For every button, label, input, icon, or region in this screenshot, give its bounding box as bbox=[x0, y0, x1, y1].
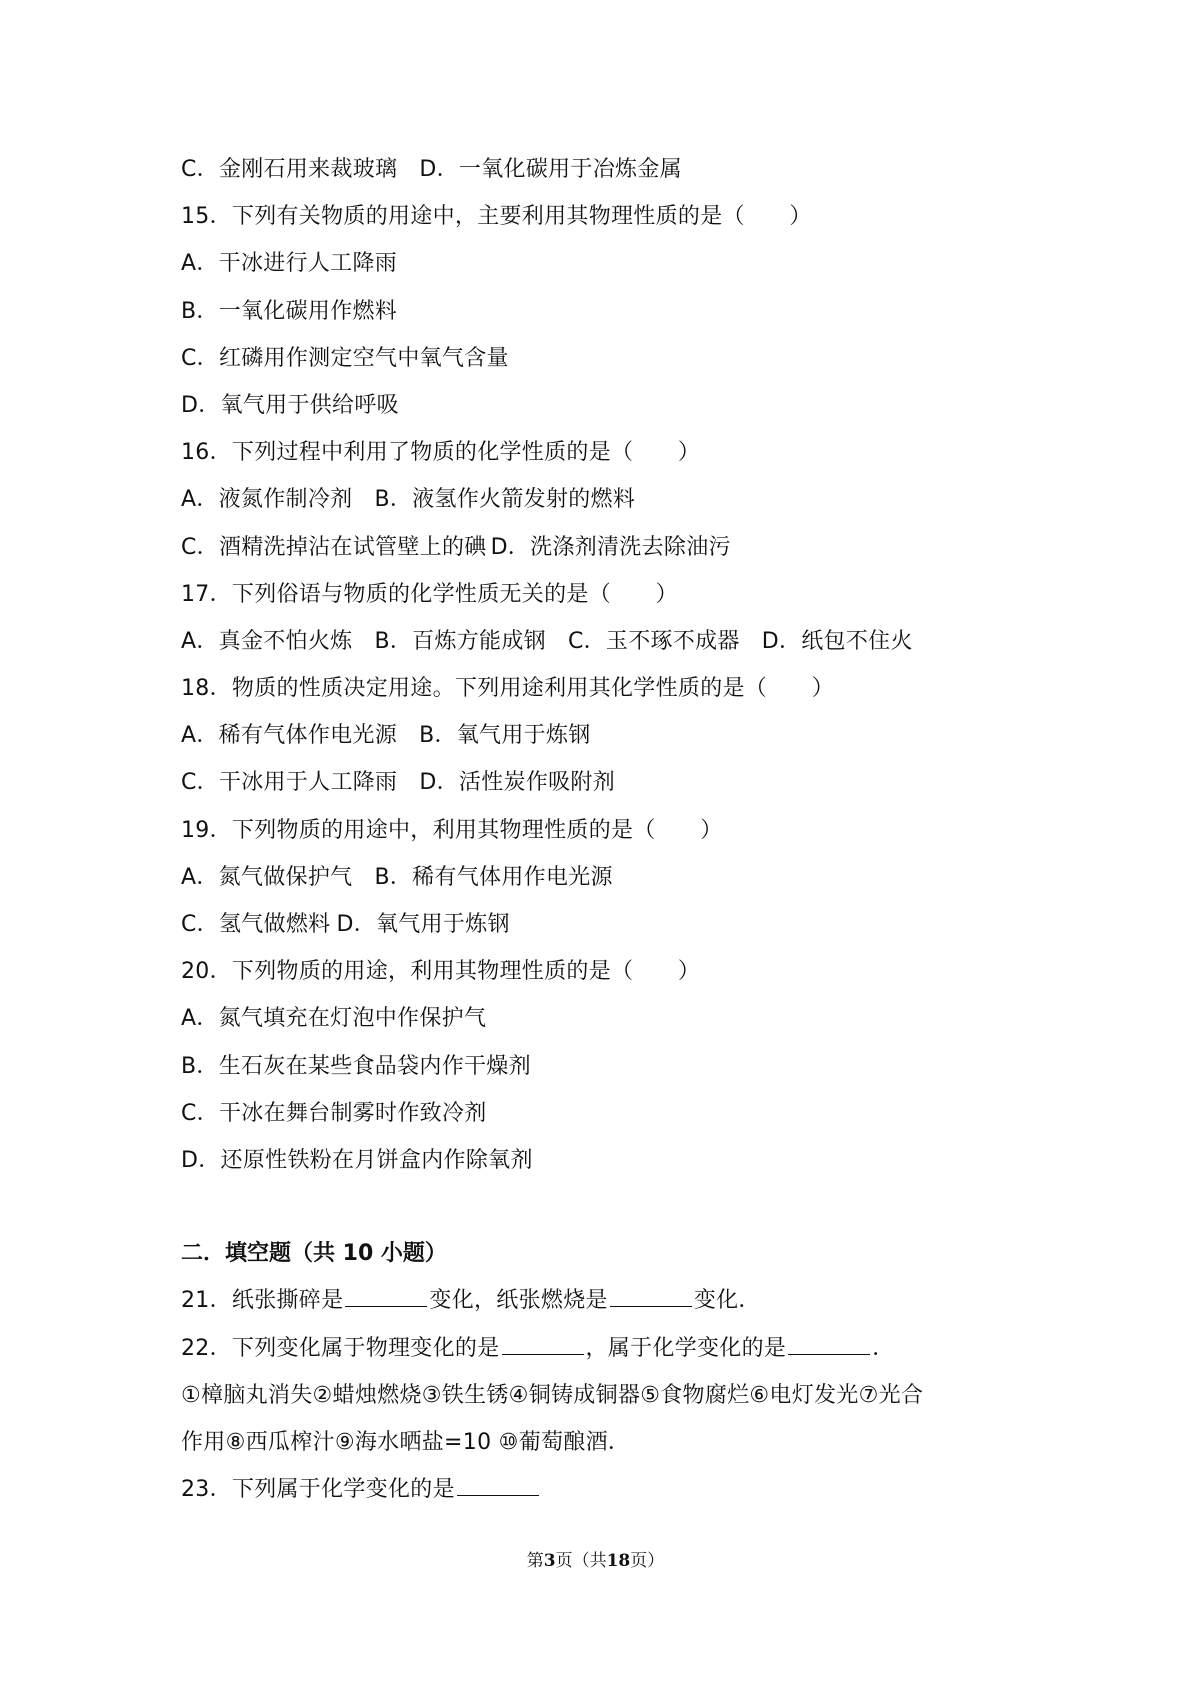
answer-blank[interactable] bbox=[610, 1288, 692, 1307]
question-text: ，属于化学变化的是 bbox=[585, 1335, 787, 1361]
option-line bbox=[181, 712, 1021, 759]
page-number: 3 bbox=[543, 1551, 556, 1571]
option: D．纸包不住火 bbox=[761, 628, 913, 654]
answer-blank[interactable] bbox=[457, 1477, 539, 1496]
question-content bbox=[181, 146, 1021, 1513]
question-stem: 20．下列物质的用途，利用其物理性质的是（ ） bbox=[181, 959, 701, 985]
option-line bbox=[181, 618, 1021, 665]
option: C．酒精洗掉沾在试管壁上的碘 bbox=[181, 534, 487, 560]
answer-blank[interactable] bbox=[345, 1288, 427, 1307]
page-total: 18 bbox=[606, 1551, 631, 1571]
option-line: B．生石灰在某些食品袋内作干燥剂 bbox=[181, 1053, 531, 1079]
question-stem: 16．下列过程中利用了物质的化学性质的是（ ） bbox=[181, 440, 701, 466]
answer-blank[interactable] bbox=[502, 1336, 584, 1355]
footer-suffix: 页） bbox=[630, 1551, 665, 1571]
footer-prefix: 第 bbox=[526, 1551, 544, 1571]
option: C．干冰用于人工降雨 bbox=[181, 770, 398, 796]
option-line: D．氧气用于供给呼吸 bbox=[181, 392, 399, 418]
question-text: 21．纸张撕碎是 bbox=[181, 1288, 344, 1314]
option-line bbox=[181, 476, 1021, 523]
fill-items-line: ①樟脑丸消失②蜡烛燃烧③铁生锈④铜铸成铜器⑤食物腐烂⑥电灯发光⑦光合 bbox=[181, 1382, 924, 1408]
question-text: 23．下列属于化学变化的是 bbox=[181, 1477, 455, 1503]
option: A．真金不怕火炼 bbox=[181, 628, 353, 654]
option-line: C．干冰在舞台制雾时作致冷剂 bbox=[181, 1100, 487, 1126]
option-line: A．干冰进行人工降雨 bbox=[181, 251, 398, 277]
question-stem: 18．物质的性质决定用途。下列用途利用其化学性质的是（ ） bbox=[181, 676, 834, 702]
footer-middle: 页（共 bbox=[555, 1551, 607, 1571]
option-line bbox=[181, 759, 1021, 806]
fill-question bbox=[181, 1325, 1021, 1372]
option: B．氧气用于炼钢 bbox=[419, 723, 591, 749]
option: D．氧气用于炼钢 bbox=[336, 912, 510, 937]
answer-blank[interactable] bbox=[788, 1336, 870, 1355]
option-line bbox=[181, 901, 1021, 948]
option-line: A．氮气填充在灯泡中作保护气 bbox=[181, 1006, 487, 1032]
fill-question bbox=[181, 1277, 1021, 1324]
option-line bbox=[181, 854, 1021, 901]
question-stem: 17．下列俗语与物质的化学性质无关的是（ ） bbox=[181, 581, 678, 607]
section-title: 二．填空题（共 10 小题） bbox=[181, 1241, 447, 1267]
option: C．氢气做燃料 bbox=[181, 912, 331, 937]
option: B．稀有气体用作电光源 bbox=[374, 864, 613, 890]
option-line: C．红磷用作测定空气中氧气含量 bbox=[181, 345, 509, 371]
option: B．百炼方能成钢 bbox=[374, 628, 546, 654]
question-stem: 19．下列物质的用途中，利用其物理性质的是（ ） bbox=[181, 817, 723, 843]
option: C．玉不琢不成器 bbox=[567, 628, 740, 654]
option: C．金刚石用来裁玻璃 bbox=[181, 157, 398, 182]
question-text: ． bbox=[872, 1335, 895, 1361]
option: A．稀有气体作电光源 bbox=[181, 723, 398, 749]
option-line bbox=[181, 146, 1021, 193]
option: D．活性炭作吸附剂 bbox=[419, 770, 616, 796]
option-line: D．还原性铁粉在月饼盒内作除氧剂 bbox=[181, 1147, 533, 1173]
option-line: B．一氧化碳用作燃料 bbox=[181, 298, 398, 324]
question-text: 变化，纸张燃烧是 bbox=[429, 1288, 608, 1314]
option: D．一氧化碳用于冶炼金属 bbox=[419, 157, 682, 182]
fill-question bbox=[181, 1466, 1021, 1513]
option: B．液氢作火箭发射的燃料 bbox=[374, 487, 636, 513]
option-line bbox=[181, 524, 1021, 571]
page-footer bbox=[0, 1546, 1191, 1571]
option: A．液氮作制冷剂 bbox=[181, 487, 353, 513]
option: A．氮气做保护气 bbox=[181, 864, 353, 890]
section-spacer bbox=[181, 1184, 1021, 1230]
question-text: 22．下列变化属于物理变化的是 bbox=[181, 1335, 500, 1361]
question-text: 变化． bbox=[693, 1288, 761, 1314]
question-stem: 15．下列有关物质的用途中，主要利用其物理性质的是（ ） bbox=[181, 204, 812, 230]
option: D．洗涤剂清洗去除油污 bbox=[490, 534, 731, 560]
fill-items-line: 作用⑧西瓜榨汁⑨海水晒盐=10 ⑩葡萄酿酒． bbox=[181, 1429, 631, 1455]
